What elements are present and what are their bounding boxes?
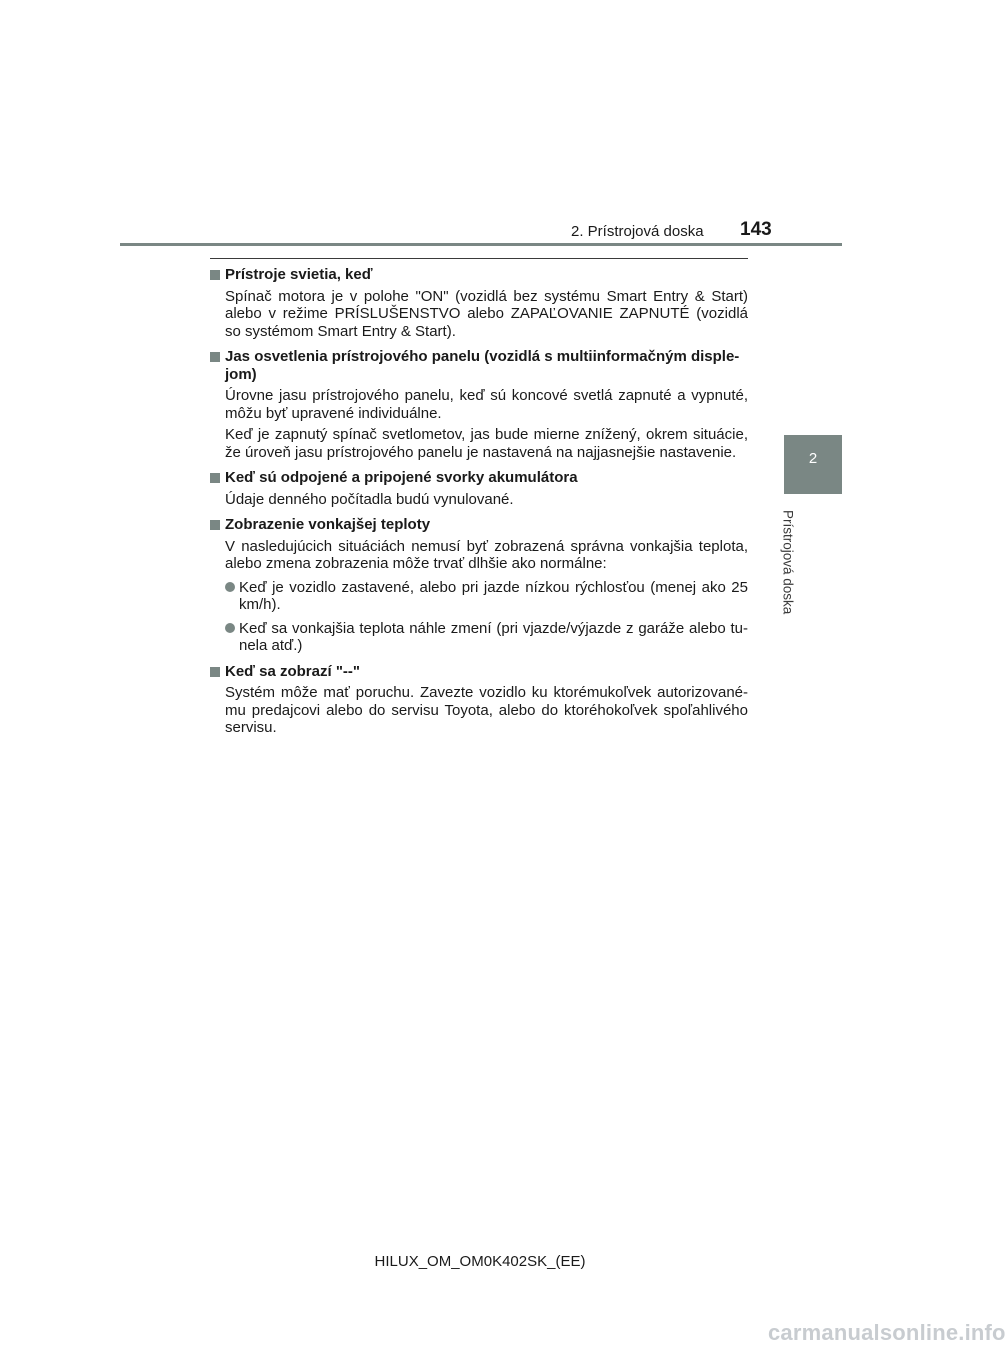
- section-title: [210, 266, 748, 284]
- round-bullet-icon: [225, 623, 235, 633]
- square-bullet-icon: [210, 352, 220, 362]
- document-code: HILUX_OM_OM0K402SK_(EE): [374, 1253, 586, 1270]
- watermark: carmanualsonline.info: [768, 1320, 1006, 1345]
- square-bullet-icon: [210, 667, 220, 677]
- section-title: [210, 348, 748, 383]
- list-item-text: Keď sa vonkajšia teplota náhle zmení (pri vjazde/výjazde z garáže alebo tu-nela atď.): [239, 619, 748, 654]
- paragraph: Úrovne jasu prístrojového panelu, keď sú koncové svetlá zapnuté a vypnuté, môžu byť upravené individuálne.: [225, 387, 748, 422]
- section-title: [210, 469, 748, 487]
- section-title: [210, 663, 748, 681]
- paragraph: Systém môže mať poruchu. Zavezte vozidlo ku ktorémukoľvek autorizované-mu predajcovi alebo do servisu Toyota, alebo do ktoréhokoľvek spoľahlivého servisu.: [225, 684, 748, 736]
- chapter-label-text: Prístrojová doska: [780, 510, 796, 615]
- page-number: 143: [740, 219, 772, 240]
- paragraph: Keď je zapnutý spínač svetlometov, jas bude mierne znížený, okrem situácie, že úroveň jasu prístrojového panelu je nastavená na najjasnejšie nastavenie.: [225, 426, 748, 461]
- chapter-side-label: [776, 510, 800, 620]
- section-instruments-lit: [210, 266, 748, 340]
- paragraph: Údaje denného počítadla budú vynulované.: [225, 490, 514, 508]
- list-item-text: Keď je vozidlo zastavené, alebo pri jazde nízkou rýchlosťou (menej ako 25 km/h).: [239, 578, 748, 613]
- chapter-number: 2: [808, 450, 818, 467]
- round-bullet-icon: [225, 582, 235, 592]
- header-divider: [120, 243, 842, 246]
- section-title-text: Zobrazenie vonkajšej teploty: [225, 516, 431, 533]
- square-bullet-icon: [210, 473, 220, 483]
- square-bullet-icon: [210, 270, 220, 280]
- section-panel-brightness: [210, 348, 748, 461]
- section-title: [210, 516, 748, 534]
- section-title-text: Jas osvetlenia prístrojového panelu (vozidlá s multiinformačným disple-jom): [225, 348, 740, 383]
- content-divider: [210, 258, 748, 259]
- content-body: [210, 266, 748, 737]
- square-bullet-icon: [210, 520, 220, 530]
- list-item: [210, 579, 748, 614]
- section-outside-temperature: [210, 516, 748, 655]
- section-title-text: Keď sa zobrazí "--": [225, 662, 361, 680]
- chapter-tab: [784, 435, 842, 494]
- header-section-title: 2. Prístrojová doska: [571, 223, 704, 240]
- paragraph: V nasledujúcich situáciách nemusí byť zobrazená správna vonkajšia teplota, alebo zmena zobrazenia môže trvať dlhšie ako normálne:: [225, 537, 748, 572]
- section-title-text: Keď sú odpojené a pripojené svorky akumulátora: [225, 469, 578, 486]
- section-battery-terminals: [210, 469, 748, 508]
- section-dash-display: [210, 663, 748, 737]
- list-item: [210, 620, 748, 655]
- section-title-text: Prístroje svietia, keď: [225, 266, 373, 283]
- paragraph: Spínač motora je v polohe "ON" (vozidlá bez systému Smart Entry & Start) alebo v režime PRÍSLUŠENSTVO alebo ZAPAĽOVANIE ZAPNUTÉ (vozidlá so systémom Smart Entry & Start).: [225, 287, 748, 340]
